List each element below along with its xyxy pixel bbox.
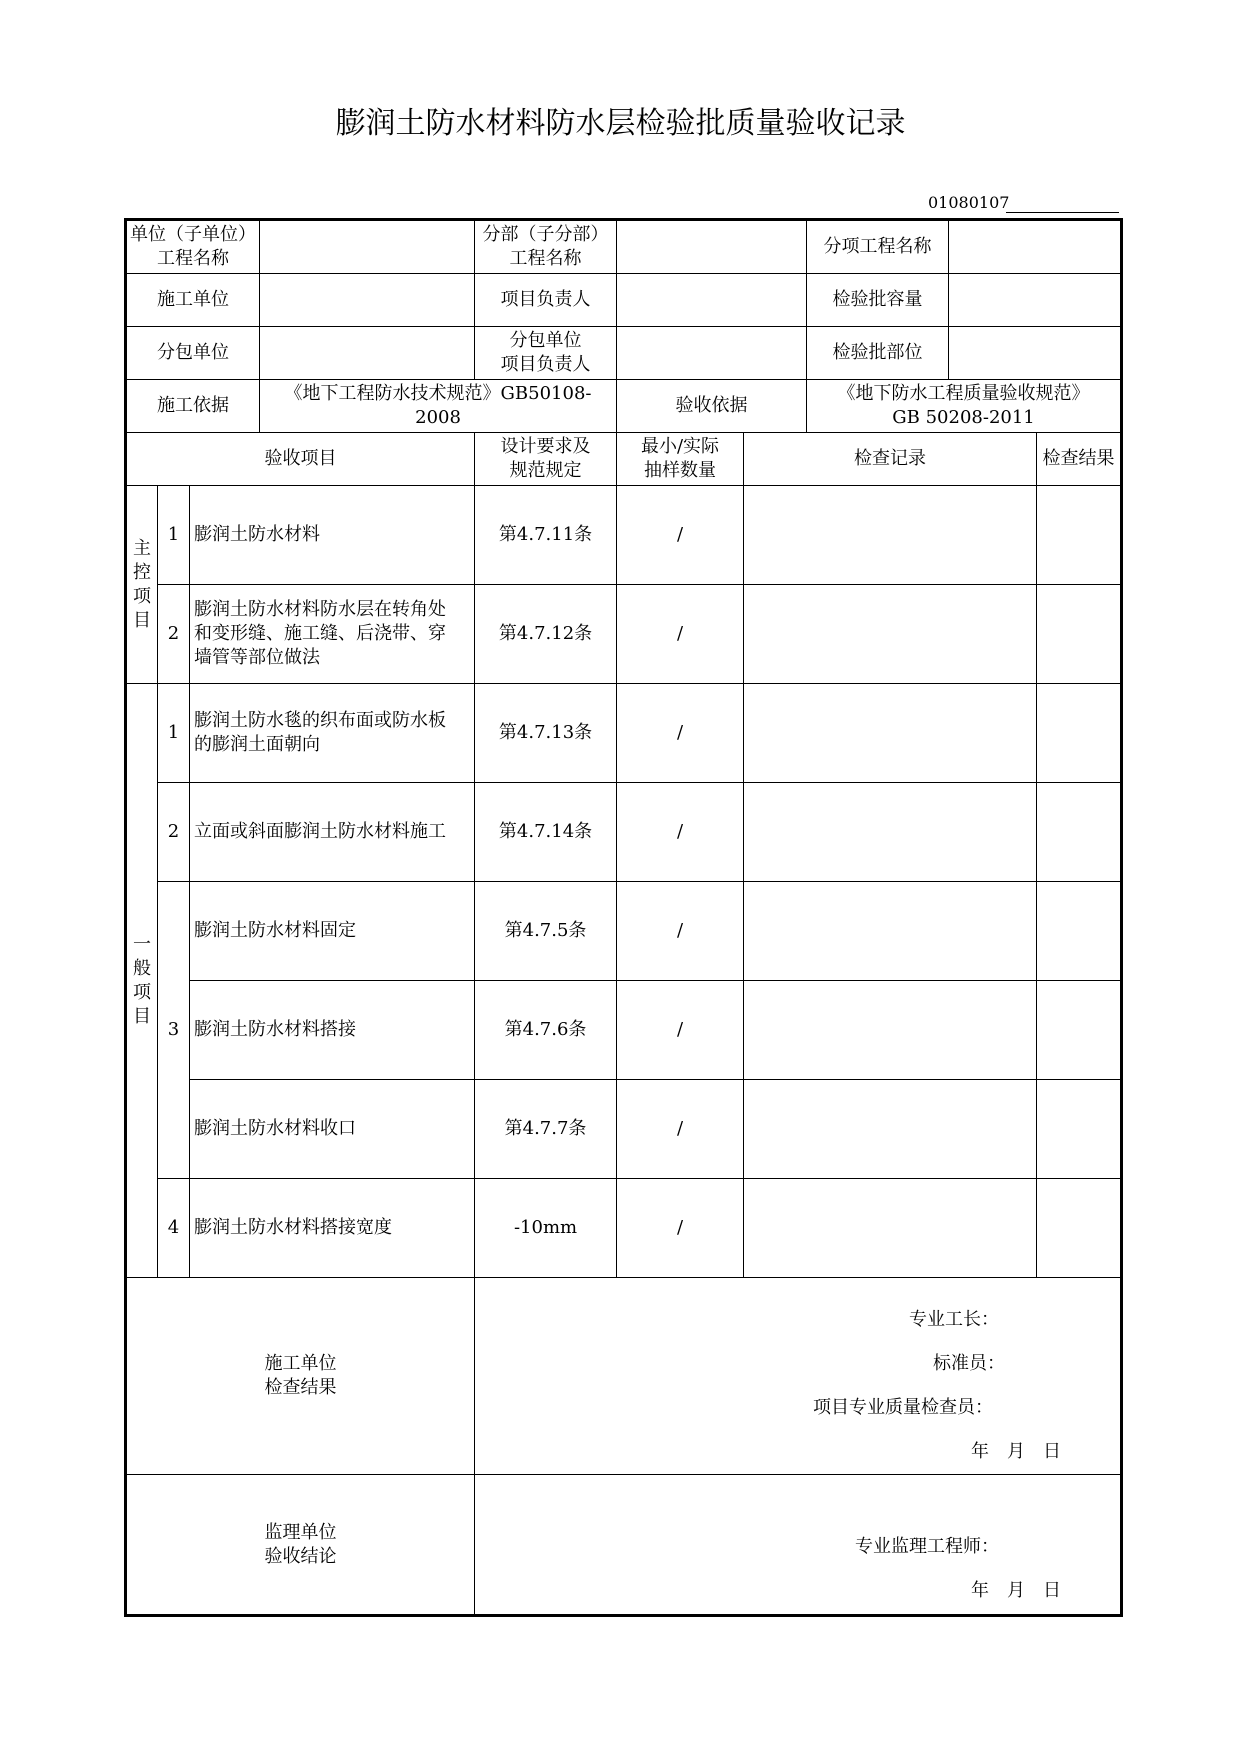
record-cell[interactable] xyxy=(744,981,1037,1080)
item-name: 膨润土防水材料搭接宽度 xyxy=(190,1179,475,1278)
acceptance-basis-value xyxy=(807,380,1122,433)
acceptance-basis-line1: 《地下防水工程质量验收规范》 xyxy=(837,383,1090,404)
col-sample-line1: 最小/实际 xyxy=(640,436,720,457)
general-char: 项 xyxy=(133,981,151,1003)
acceptance-basis-label: 验收依据 xyxy=(617,380,807,433)
item-name-line: 和变形缝、施工缝、后浇带、穿 xyxy=(194,623,446,644)
table-row xyxy=(126,783,1122,882)
header-row-unit xyxy=(126,220,1122,274)
spec-cell: 第4.7.5条 xyxy=(475,882,617,981)
item-name: 膨润土防水材料固定 xyxy=(190,882,475,981)
spec-cell: 第4.7.7条 xyxy=(475,1080,617,1179)
column-header-row xyxy=(126,433,1122,486)
spec-cell: 第4.7.14条 xyxy=(475,783,617,882)
result-cell[interactable] xyxy=(1037,684,1122,783)
subcontract-unit-field[interactable] xyxy=(260,327,475,380)
spec-cell: 第4.7.11条 xyxy=(475,486,617,585)
item-name-line: 膨润土防水毯的织布面或防水板 xyxy=(194,710,446,731)
subcontract-manager-label-line1: 分包单位 xyxy=(509,330,582,351)
item-name xyxy=(190,684,475,783)
foreman-label: 专业工长： xyxy=(909,1309,1000,1330)
division-label xyxy=(475,220,617,274)
construction-check-area[interactable] xyxy=(475,1278,1122,1475)
project-manager-field[interactable] xyxy=(617,274,807,327)
construction-check-label-line1: 施工单位 xyxy=(264,1353,337,1374)
item-name-line: 墙管等部位做法 xyxy=(194,647,320,668)
unit-name-label xyxy=(126,220,260,274)
subcontract-manager-label-line2: 项目负责人 xyxy=(500,354,591,375)
general-char: 一 xyxy=(133,933,151,955)
item-name-line: 膨润土防水材料防水层在转角处 xyxy=(194,599,446,620)
row-number: 1 xyxy=(158,486,190,585)
construction-basis-line1: 《地下工程防水技术规范》GB50108- xyxy=(284,383,592,404)
sample-cell[interactable]: / xyxy=(617,783,744,882)
result-cell[interactable] xyxy=(1037,981,1122,1080)
record-cell[interactable] xyxy=(744,486,1037,585)
col-design-header xyxy=(475,433,617,486)
spec-cell: 第4.7.13条 xyxy=(475,684,617,783)
unit-name-label-line2: 工程名称 xyxy=(157,248,230,269)
unit-name-field[interactable] xyxy=(260,220,475,274)
construction-check-label xyxy=(126,1278,475,1475)
sample-cell[interactable]: / xyxy=(617,981,744,1080)
col-record-header: 检查记录 xyxy=(744,433,1037,486)
col-design-line1: 设计要求及 xyxy=(500,436,591,457)
construction-check-row xyxy=(126,1278,1122,1475)
construction-basis-value xyxy=(260,380,617,433)
construction-unit-label: 施工单位 xyxy=(126,274,260,327)
result-cell[interactable] xyxy=(1037,1080,1122,1179)
table-row xyxy=(126,1080,1122,1179)
result-cell[interactable] xyxy=(1037,1179,1122,1278)
item-name-line: 的膨润土面朝向 xyxy=(194,734,320,755)
supervision-row xyxy=(126,1475,1122,1616)
record-cell[interactable] xyxy=(744,882,1037,981)
batch-location-field[interactable] xyxy=(949,327,1122,380)
table-row xyxy=(126,684,1122,783)
main-control-label xyxy=(126,486,158,684)
col-sample-header xyxy=(617,433,744,486)
result-cell[interactable] xyxy=(1037,585,1122,684)
record-cell[interactable] xyxy=(744,1080,1037,1179)
engineer-label: 专业监理工程师： xyxy=(855,1536,1000,1557)
supervision-label-line2: 验收结论 xyxy=(264,1545,337,1567)
row-number: 2 xyxy=(158,585,190,684)
row-number: 3 xyxy=(158,882,190,1179)
inspector-label: 项目专业质量检查员： xyxy=(813,1397,994,1418)
item-name: 膨润土防水材料 xyxy=(190,486,475,585)
spec-cell: -10mm xyxy=(475,1179,617,1278)
general-char: 目 xyxy=(133,1005,151,1027)
row-number: 2 xyxy=(158,783,190,882)
sample-cell[interactable]: / xyxy=(617,684,744,783)
project-manager-label: 项目负责人 xyxy=(475,274,617,327)
acceptance-basis-line2: GB 50208-2011 xyxy=(892,407,1035,428)
general-char: 般 xyxy=(133,957,151,979)
record-cell[interactable] xyxy=(744,684,1037,783)
construction-basis-line2: 2008 xyxy=(415,407,461,428)
batch-capacity-field[interactable] xyxy=(949,274,1122,327)
item-name xyxy=(190,585,475,684)
col-sample-line2: 抽样数量 xyxy=(644,460,717,481)
supervision-date: 年 月 日 xyxy=(971,1580,1062,1601)
table-row xyxy=(126,981,1122,1080)
item-name: 膨润土防水材料搭接 xyxy=(190,981,475,1080)
record-cell[interactable] xyxy=(744,1179,1037,1278)
table-row xyxy=(126,882,1122,981)
sample-cell[interactable]: / xyxy=(617,486,744,585)
result-cell[interactable] xyxy=(1037,882,1122,981)
sample-cell[interactable]: / xyxy=(617,1179,744,1278)
row-number: 4 xyxy=(158,1179,190,1278)
record-cell[interactable] xyxy=(744,585,1037,684)
code-underline xyxy=(1006,212,1119,213)
subcontract-unit-label: 分包单位 xyxy=(126,327,260,380)
table-row xyxy=(126,486,1122,585)
col-design-line2: 规范规定 xyxy=(509,460,582,481)
sample-cell[interactable]: / xyxy=(617,585,744,684)
sub-item-label: 分项工程名称 xyxy=(807,220,949,274)
division-field[interactable] xyxy=(617,220,807,274)
subcontract-manager-label xyxy=(475,327,617,380)
subcontract-manager-field[interactable] xyxy=(617,327,807,380)
supervision-area[interactable] xyxy=(475,1475,1122,1616)
table-row xyxy=(126,585,1122,684)
result-cell[interactable] xyxy=(1037,783,1122,882)
spec-cell: 第4.7.12条 xyxy=(475,585,617,684)
sample-cell[interactable]: / xyxy=(617,1080,744,1179)
acceptance-record-table xyxy=(124,218,1123,1617)
table-row xyxy=(126,1179,1122,1278)
col-result-header: 检查结果 xyxy=(1037,433,1122,486)
form-code: 01080107 xyxy=(928,193,1010,212)
division-label-line1: 分部（子分部） xyxy=(482,224,609,245)
general-label xyxy=(126,684,158,1278)
supervision-label xyxy=(126,1475,475,1616)
construction-unit-field[interactable] xyxy=(260,274,475,327)
construction-basis-label: 施工依据 xyxy=(126,380,260,433)
result-cell[interactable] xyxy=(1037,486,1122,585)
sub-item-field[interactable] xyxy=(949,220,1122,274)
main-control-char: 控 xyxy=(133,561,151,583)
construction-date: 年 月 日 xyxy=(971,1441,1062,1462)
item-name: 立面或斜面膨润土防水材料施工 xyxy=(190,783,475,882)
spec-cell: 第4.7.6条 xyxy=(475,981,617,1080)
batch-capacity-label: 检验批容量 xyxy=(807,274,949,327)
main-control-char: 目 xyxy=(133,609,151,631)
batch-location-label: 检验批部位 xyxy=(807,327,949,380)
supervision-label-line1: 监理单位 xyxy=(264,1521,337,1543)
page-title: 膨润土防水材料防水层检验批质量验收记录 xyxy=(335,106,906,141)
team-leader-label: 标准员： xyxy=(933,1353,1006,1374)
header-row-basis xyxy=(126,380,1122,433)
row-number: 1 xyxy=(158,684,190,783)
main-control-char: 项 xyxy=(133,585,151,607)
main-control-char: 主 xyxy=(133,537,151,559)
col-item-header: 验收项目 xyxy=(126,433,475,486)
header-row-subcontract xyxy=(126,327,1122,380)
record-cell[interactable] xyxy=(744,783,1037,882)
item-name: 膨润土防水材料收口 xyxy=(190,1080,475,1179)
division-label-line2: 工程名称 xyxy=(509,248,582,269)
construction-check-label-line2: 检查结果 xyxy=(264,1377,337,1398)
unit-name-label-line1: 单位（子单位） xyxy=(130,224,257,245)
sample-cell[interactable]: / xyxy=(617,882,744,981)
header-row-construction xyxy=(126,274,1122,327)
